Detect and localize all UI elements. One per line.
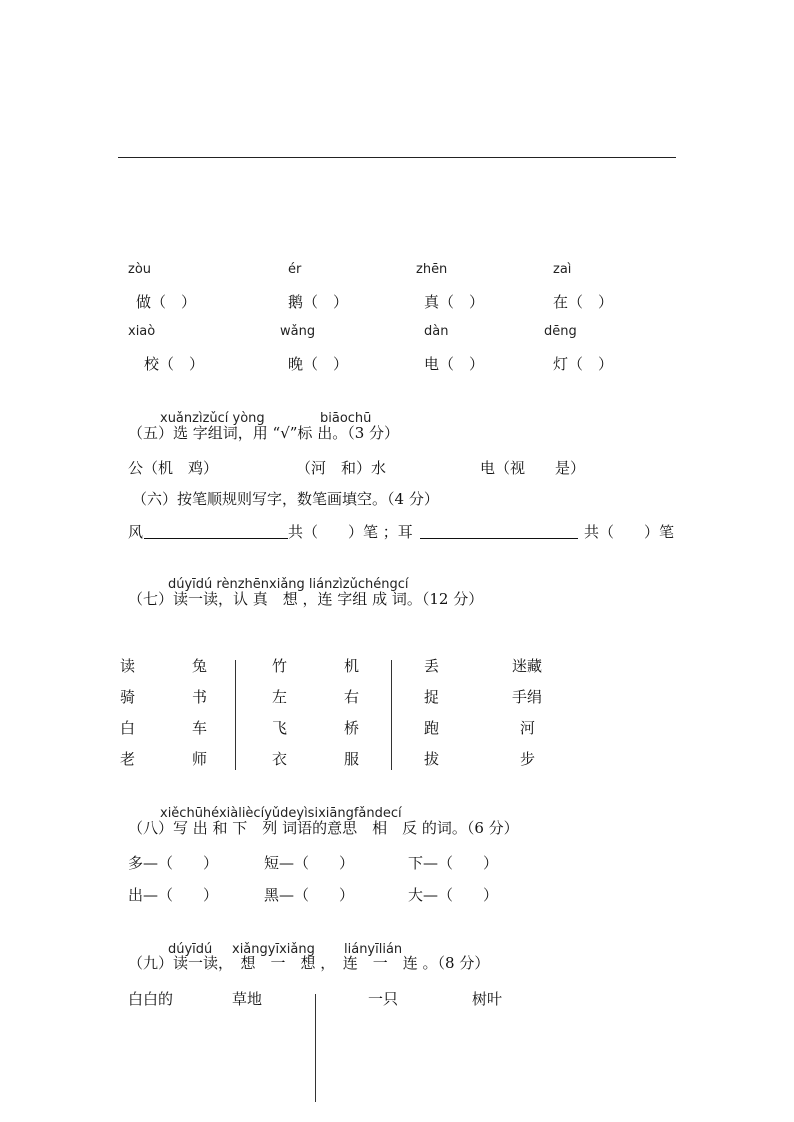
choice-item: （河 和）水 [296, 459, 387, 477]
section-title: （八）写 出 和 下 列 词语的意思 相 反 的词。（6 分） [128, 819, 519, 837]
word: 草地 [232, 990, 263, 1008]
pinyin: biāochū [320, 411, 372, 426]
char-blank: 灯（ ） [553, 355, 614, 373]
choice-item: 电（视 是） [480, 459, 586, 477]
stroke-count: 共（ ）笔 [584, 523, 675, 541]
word: 机 [344, 657, 360, 675]
word: 一只 [368, 990, 399, 1008]
word: 拔 [424, 750, 440, 768]
word: 老 [120, 750, 136, 768]
pinyin: xiěchūhéxiàliècíyǔdeyìsixiāngfǎndecí [160, 806, 402, 821]
divider-line [235, 660, 236, 770]
word: 师 [192, 750, 208, 768]
word: 兔 [192, 657, 208, 675]
word: 白 [120, 719, 136, 737]
antonym-item: 多—（ ） [128, 854, 219, 872]
pinyin: dēng [544, 324, 577, 339]
char-blank: 晚（ ） [288, 355, 349, 373]
pinyin: xuǎnzìzǔcí yòng [160, 411, 265, 426]
pinyin: zaì [553, 262, 572, 277]
word: 捉 [424, 688, 440, 706]
pinyin: dàn [424, 324, 449, 339]
char-blank: 校（ ） [144, 355, 205, 373]
divider-line [391, 660, 392, 770]
pinyin: dúyīdú [168, 942, 213, 957]
word: 桥 [344, 719, 360, 737]
char-blank: 鹅（ ） [288, 293, 349, 311]
word: 跑 [424, 719, 440, 737]
antonym-item: 大—（ ） [408, 886, 499, 904]
word: 服 [344, 750, 360, 768]
writing-line [420, 538, 578, 539]
pinyin: ér [288, 262, 302, 277]
char-blank: 在（ ） [553, 293, 614, 311]
char-blank: 真（ ） [424, 293, 485, 311]
word: 飞 [272, 719, 288, 737]
stroke-count: 共（ ）笔 ；耳 [288, 523, 413, 541]
pinyin: zhēn [416, 262, 448, 277]
char-blank: 电（ ） [424, 355, 485, 373]
char-blank: 做（ ） [136, 293, 197, 311]
word: 骑 [120, 688, 136, 706]
word: 车 [192, 719, 208, 737]
word: 读 [120, 657, 136, 675]
word: 左 [272, 688, 288, 706]
pinyin: zòu [128, 262, 152, 277]
word: 河 [520, 719, 536, 737]
word: 树叶 [472, 990, 503, 1008]
word: 竹 [272, 657, 288, 675]
choice-item: 公（机 鸡） [128, 459, 219, 477]
pinyin: xiǎngyīxiǎng [232, 942, 315, 957]
word: 手绢 [512, 688, 543, 706]
antonym-item: 下—（ ） [408, 854, 499, 872]
word: 书 [192, 688, 208, 706]
pinyin: xiaò [128, 324, 156, 339]
section-title: （六）按笔顺规则写字，数笔画填空。（4 分） [132, 490, 439, 508]
header-rule [118, 157, 676, 158]
word: 迷藏 [512, 657, 543, 675]
divider-line [315, 994, 316, 1102]
word: 白白的 [128, 990, 174, 1008]
word: 衣 [272, 750, 288, 768]
pinyin: wǎng [280, 324, 316, 339]
section-title: （七）读一读，认 真 想 ，连 字组 成 词。（12 分） [128, 590, 484, 608]
word: 步 [520, 750, 536, 768]
section-title: （九）读一读， 想 一 想 ， 连 一 连 。（8 分） [128, 954, 490, 972]
antonym-item: 短—（ ） [264, 854, 355, 872]
antonym-item: 出—（ ） [128, 886, 219, 904]
pinyin: liányīlián [344, 942, 403, 957]
writing-line [144, 538, 288, 539]
section-title: （五）选 字组词，用 “√”标 出。（3 分） [128, 424, 400, 442]
word: 丢 [424, 657, 440, 675]
word: 右 [344, 688, 360, 706]
antonym-item: 黑—（ ） [264, 886, 355, 904]
stroke-char: 风 [128, 523, 144, 541]
pinyin: dúyīdú rènzhēnxiǎng liánzìzǔchéngcí [168, 577, 409, 592]
